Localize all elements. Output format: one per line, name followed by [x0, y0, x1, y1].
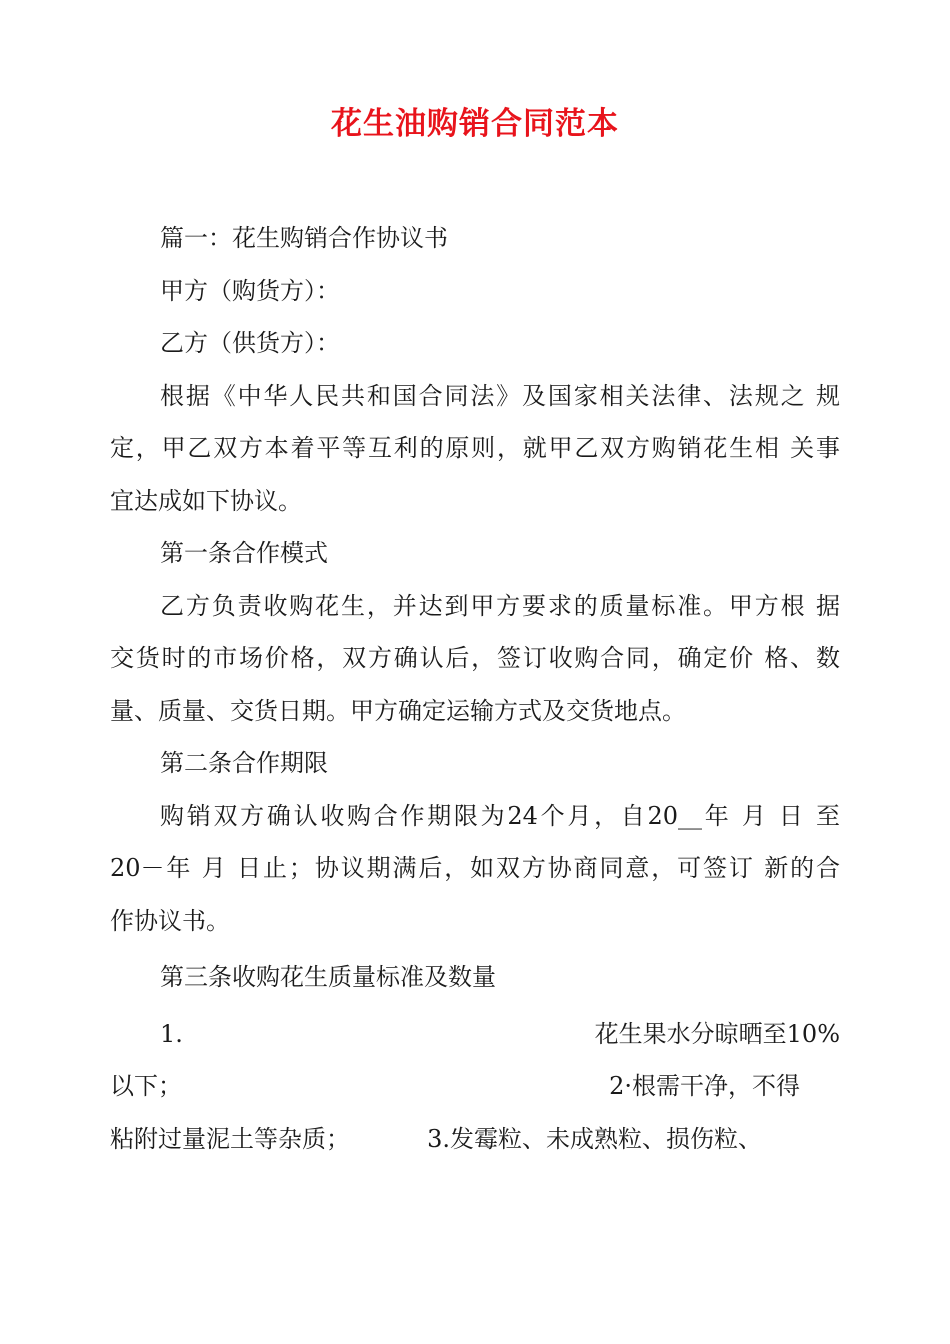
- article-two-line-3: 作协议书。: [110, 906, 230, 935]
- preamble-line-3: 宜达成如下协议。: [110, 486, 302, 515]
- section-heading-part-one: 篇一：花生购销合作协议书: [160, 224, 448, 252]
- standard-item-1-continued: 以下；: [110, 1072, 182, 1100]
- document-body: [110, 212, 840, 1165]
- party-b-line: 乙方（供货方）：: [160, 329, 340, 357]
- article-two-heading: 第二条合作期限: [160, 749, 328, 777]
- article-one-heading: 第一条合作模式: [160, 539, 328, 567]
- article-two-paragraph: [110, 790, 840, 948]
- standards-row-1: [110, 1008, 840, 1061]
- article-three-heading: 第三条收购花生质量标准及数量: [160, 963, 496, 991]
- article-two-line-2: 20－年 月 日止；协议期满后，如双方协商同意，可签订 新的合: [110, 854, 840, 882]
- standards-row-3: [110, 1113, 840, 1166]
- article-one-line-3: 量、质量、交货日期。甲方确定运输方式及交货地点。: [110, 696, 686, 725]
- standards-row-2: [110, 1060, 840, 1113]
- article-one-line-2: 交货时的市场价格，双方确认后，签订收购合同，确定价 格、数: [110, 644, 840, 672]
- standard-item-1-number: 1.: [160, 1019, 183, 1048]
- preamble-line-1: 根据《中华人民共和国合同法》及国家相关法律、法规之 规: [160, 381, 840, 410]
- article-two-line-1: 购销双方确认收购合作期限为24个月，自20__年 月 日 至: [160, 801, 840, 830]
- standard-item-1-text: 花生果水分晾晒至10%: [594, 1019, 840, 1048]
- document-title: 花生油购销合同范本: [331, 106, 619, 142]
- article-one-paragraph: [110, 580, 840, 738]
- party-a-line: 甲方（购货方）：: [160, 276, 340, 305]
- standard-item-2-text: 2·根需干净，不得: [609, 1072, 800, 1100]
- preamble-paragraph: [110, 370, 840, 528]
- standard-item-3-text: 3.发霉粒、未成熟粒、损伤粒、: [427, 1124, 762, 1153]
- standard-item-2-continued: 粘附过量泥土等杂质；: [110, 1124, 350, 1153]
- article-one-line-1: 乙方负责收购花生，并达到甲方要求的质量标准。甲方根 据: [160, 591, 840, 620]
- preamble-line-2: 定，甲乙双方本着平等互利的原则，就甲乙双方购销花生相 关事: [110, 434, 840, 462]
